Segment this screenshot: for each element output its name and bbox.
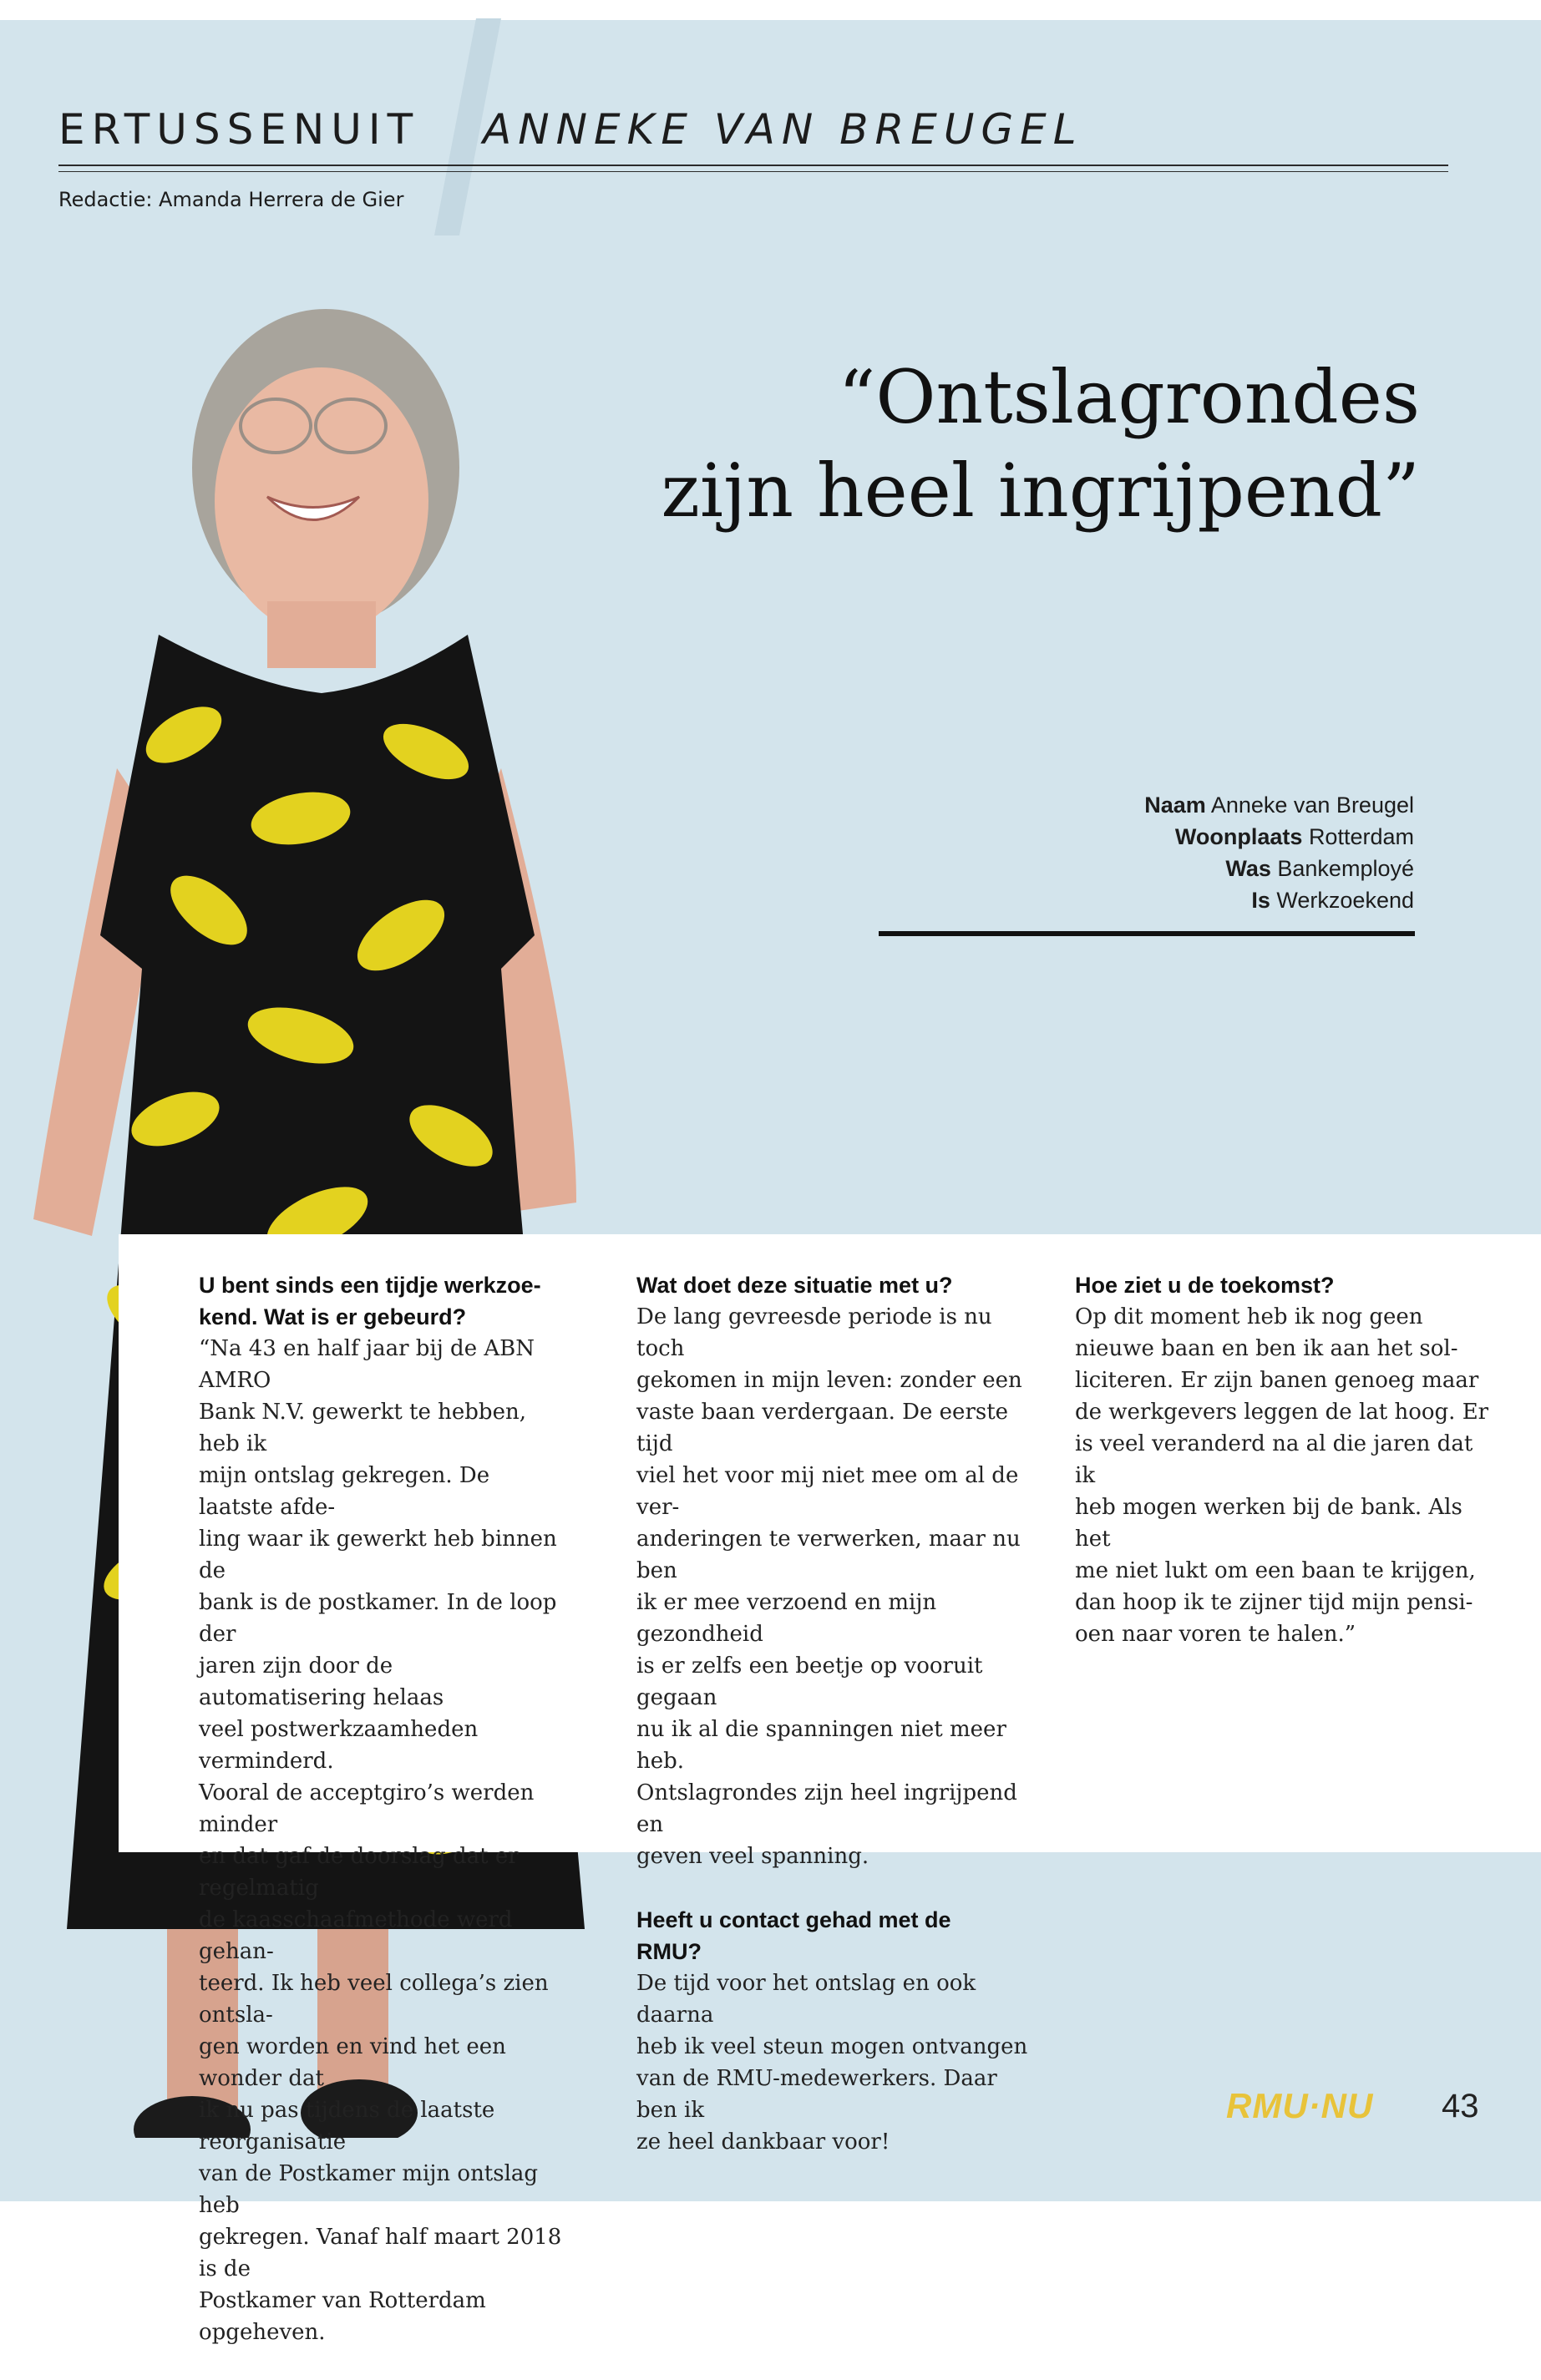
fact-box-rule [879,931,1415,936]
byline: Redactie: Amanda Herrera de Gier [58,188,404,211]
header-rule-thin [58,171,1448,172]
page-number: 43 [1442,2088,1479,2124]
fact-row: Woonplaats Rotterdam [1174,824,1414,849]
article-column-1 [199,1269,566,2380]
question-heading: Heeft u contact gehad met de RMU? [636,1907,951,1964]
headline-line-1: “Ontslagrondes [838,354,1420,440]
section-label: ERTUSSENUIT [58,105,420,154]
question-heading: U bent sinds een tijdje werkzoe- kend. Wat is er gebeurd? [199,1273,541,1329]
answer-paragraph: De lang gevreesde periode is nu toch gekomen in mijn leven: zonder een vaste baan verdergaan. De eerste tijd viel het voor mij niet mee om al de ver- anderingen te verwerken, maar nu ben ik er mee verzoend en mijn gezondheid is er zelfs een beetje op vooruit gegaan nu ik al die spanningen niet meer heb. Ontslagrondes zijn heel ingrijpend en geven veel spanning. [636,1304,1022,1869]
fact-box [1144,789,1414,916]
headline-quote [662,351,1420,538]
section-header [58,94,1448,160]
fact-row: Is Werkzoekend [1251,888,1414,913]
headline-line-2: zijn heel ingrijpend” [661,448,1420,534]
rmu-nu-logo: RMU·NU [1226,2086,1374,2125]
question-heading: Wat doet deze situatie met u? [636,1273,953,1298]
fact-row: Naam Anneke van Breugel [1144,792,1414,818]
header-rule [58,165,1448,166]
fact-row: Was Bankemployé [1225,856,1414,881]
answer-paragraph: De tijd voor het ontslag en ook daarna heb ik veel steun mogen ontvangen van de RMU-medewerkers. Daar ben ik ze heel dankbaar voor! [636,1971,1028,2155]
answer-paragraph: “Na 43 en half jaar bij de ABN AMRO Bank N.V. gewerkt te hebben, heb ik mijn ontslag gekregen. De laatste afde- ling waar ik gewerkt heb binnen de bank is de postkamer. In de loop der jaren zijn door de automatisering helaas veel postwerkzaamheden verminderd. Vooral de acceptgiro’s werden minder en dat gaf de doorslag dat er regelmatig de kaasschaafmethode werd gehan- teerd. Ik heb veel collega’s zien ontsla- gen worden en vind het een wonder dat ik nu pas tijdens de laatste reorganisatie van de Postkamer mijn ontslag heb gekregen. Vanaf half maart 2018 is de Postkamer van Rotterdam opgeheven. [199,1336,562,2345]
answer-paragraph: Op dit moment heb ik nog geen nieuwe baan en ben ik aan het sol- liciteren. Er zijn banen genoeg maar de werkgevers leggen de lat hoog. Er is veel veranderd na al die jaren dat ik heb mogen werken bij de bank. Als het me niet lukt om een baan te krijgen, dan hoop ik te zijner tijd mijn pensi- oen naar voren te halen.” [1075,1304,1489,1647]
article-column-2 [636,1269,1037,2190]
article-column-3 [1075,1269,1493,1682]
interviewee-name-header: ANNEKE VAN BREUGEL [483,105,1083,154]
question-heading: Hoe ziet u de toekomst? [1075,1273,1335,1298]
